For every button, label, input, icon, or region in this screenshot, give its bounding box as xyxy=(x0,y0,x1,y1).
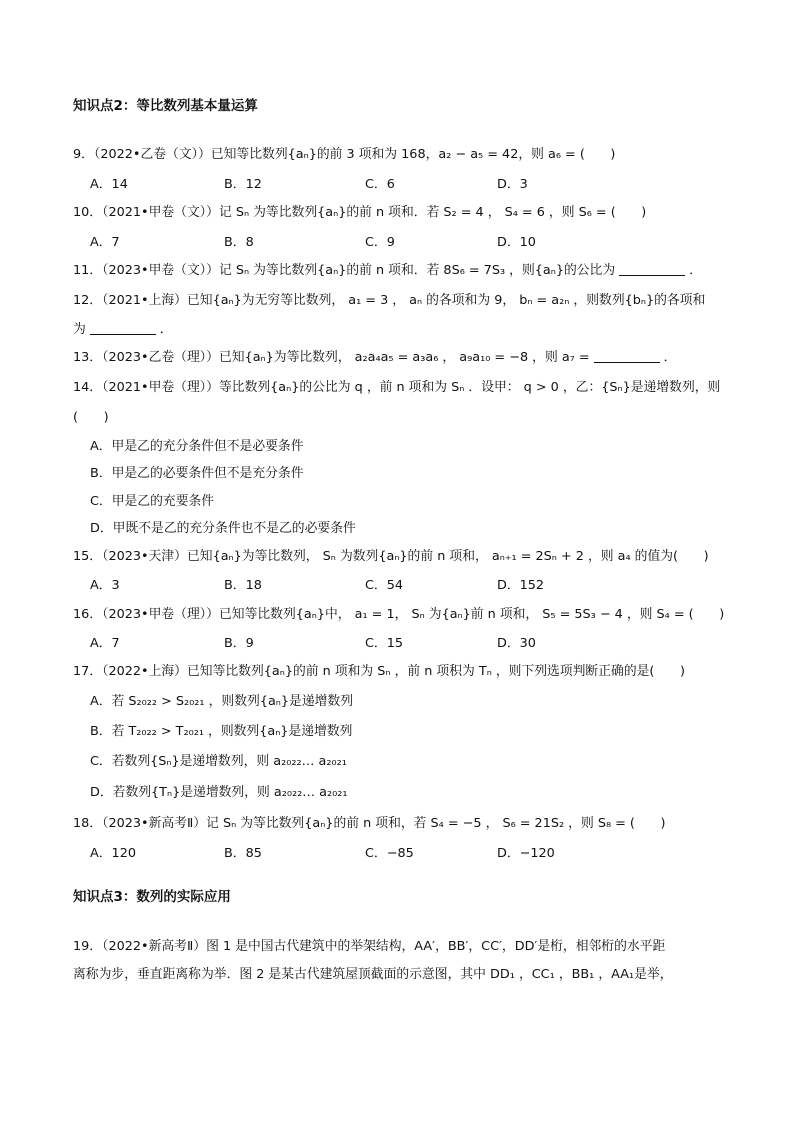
q11-end: ． xyxy=(689,263,702,278)
q11-answer-blank[interactable] xyxy=(619,263,685,276)
q15-option-d: D．152 xyxy=(497,578,545,593)
q15-option-b: B．18 xyxy=(224,578,262,593)
question-12-cont xyxy=(73,321,173,339)
q14-option-a: A．甲是乙的充分条件但不是必要条件 xyxy=(90,439,304,454)
q10-option-d: D．10 xyxy=(497,235,536,250)
q18-option-d: D．−120 xyxy=(497,846,555,861)
q9-option-b: B．12 xyxy=(224,177,262,192)
q18-option-b: B．85 xyxy=(224,846,262,861)
q11-text: 11．（2023•甲卷（文））记 Sₙ 为等比数列{aₙ}的前 n 项和．若 8S₆ = 7S₃ ，则{aₙ}的公比为 xyxy=(73,263,616,278)
q15-option-a: A．3 xyxy=(90,578,120,593)
q16-option-d: D．30 xyxy=(497,636,536,651)
q9-option-c: C．6 xyxy=(365,177,395,192)
question-13 xyxy=(73,349,676,367)
section-title-2: 知识点2：等比数列基本量运算 xyxy=(73,98,258,114)
q14-option-b: B．甲是乙的必要条件但不是充分条件 xyxy=(90,466,304,481)
q16-option-a: A．7 xyxy=(90,636,120,651)
question-14-cont: ( ) xyxy=(73,410,109,425)
q10-option-a: A．7 xyxy=(90,235,120,250)
q13-answer-blank[interactable] xyxy=(594,350,660,363)
question-14: 14．（2021•甲卷（理））等比数列{aₙ}的公比为 q ，前 n 项和为 Sₙ ．设甲： q > 0 ，乙：{Sₙ}是递增数列，则 xyxy=(73,380,721,395)
question-9: 9．（2022•乙卷（文））已知等比数列{aₙ}的前 3 项和为 168，a₂ − a₅ = 42，则 a₆ = ( ) xyxy=(73,147,616,162)
question-18: 18．（2023•新高考Ⅱ）记 Sₙ 为等比数列{aₙ}的前 n 项和，若 S₄ = −5 ， S₆ = 21S₂ ，则 S₈ = ( ) xyxy=(73,816,666,831)
q12-end: ． xyxy=(159,322,173,337)
q18-option-a: A．120 xyxy=(90,846,136,861)
q16-option-b: B．9 xyxy=(224,636,254,651)
q12-cont: 为 xyxy=(73,322,86,337)
question-10: 10．（2021•甲卷（文））记 Sₙ 为等比数列{aₙ}的前 n 项和．若 S₂ = 4 ， S₄ = 6 ，则 S₆ = ( ) xyxy=(73,205,647,220)
q12-answer-blank[interactable] xyxy=(90,322,156,335)
q18-option-c: C．−85 xyxy=(365,846,414,861)
q13-text: 13．（2023•乙卷（理））已知{aₙ}为等比数列， a₂a₄a₅ = a₃a₆ ， a₉a₁₀ = −8 ，则 a₇ = xyxy=(73,350,590,365)
question-11 xyxy=(73,262,702,280)
q14-option-d: D．甲既不是乙的充分条件也不是乙的必要条件 xyxy=(90,521,356,536)
question-19-line-2: 离称为步，垂直距离称为举．图 2 是某古代建筑屋顶截面的示意图，其中 DD₁ ，CC₁ ，BB₁ ，AA₁是举， xyxy=(73,967,673,982)
question-16: 16．（2023•甲卷（理））已知等比数列{aₙ}中， a₁ = 1， Sₙ 为{aₙ}前 n 项和， S₅ = 5S₃ − 4 ，则 S₄ = ( ) xyxy=(73,607,725,622)
q10-option-b: B．8 xyxy=(224,235,254,250)
question-17: 17．（2022•上海）已知等比数列{aₙ}的前 n 项和为 Sₙ ，前 n 项积为 Tₙ ，则下列选项判断正确的是( ) xyxy=(73,664,685,679)
question-15: 15．（2023•天津）已知{aₙ}为等比数列， Sₙ 为数列{aₙ}的前 n 项和， aₙ₊₁ = 2Sₙ + 2 ，则 a₄ 的值为( ) xyxy=(73,549,709,564)
q10-option-c: C．9 xyxy=(365,235,395,250)
q15-option-c: C．54 xyxy=(365,578,404,593)
q9-option-a: A．14 xyxy=(90,177,128,192)
section-title-3: 知识点3：数列的实际应用 xyxy=(73,889,231,905)
q17-option-d: D．若数列{Tₙ}是递增数列，则 a₂₀₂₂… a₂₀₂₁ xyxy=(90,785,348,800)
q17-option-a: A．若 S₂₀₂₂ > S₂₀₂₁ ，则数列{aₙ}是递增数列 xyxy=(90,694,354,709)
question-19-line-1: 19．（2022•新高考Ⅱ）图 1 是中国古代建筑中的举架结构，AA′，BB′，CC′，DD′是桁，相邻桁的水平距 xyxy=(73,939,666,954)
q13-end: ． xyxy=(663,350,677,365)
q9-option-d: D．3 xyxy=(497,177,528,192)
question-12: 12．（2021•上海）已知{aₙ}为无穷等比数列， a₁ = 3 ， aₙ 的各项和为 9， bₙ = a₂ₙ ，则数列{bₙ}的各项和 xyxy=(73,293,706,308)
q17-option-c: C．若数列{Sₙ}是递增数列，则 a₂₀₂₂… a₂₀₂₁ xyxy=(90,754,347,769)
q17-option-b: B．若 T₂₀₂₂ > T₂₀₂₁ ，则数列{aₙ}是递增数列 xyxy=(90,724,353,739)
q16-option-c: C．15 xyxy=(365,636,404,651)
q14-option-c: C．甲是乙的充要条件 xyxy=(90,494,215,509)
